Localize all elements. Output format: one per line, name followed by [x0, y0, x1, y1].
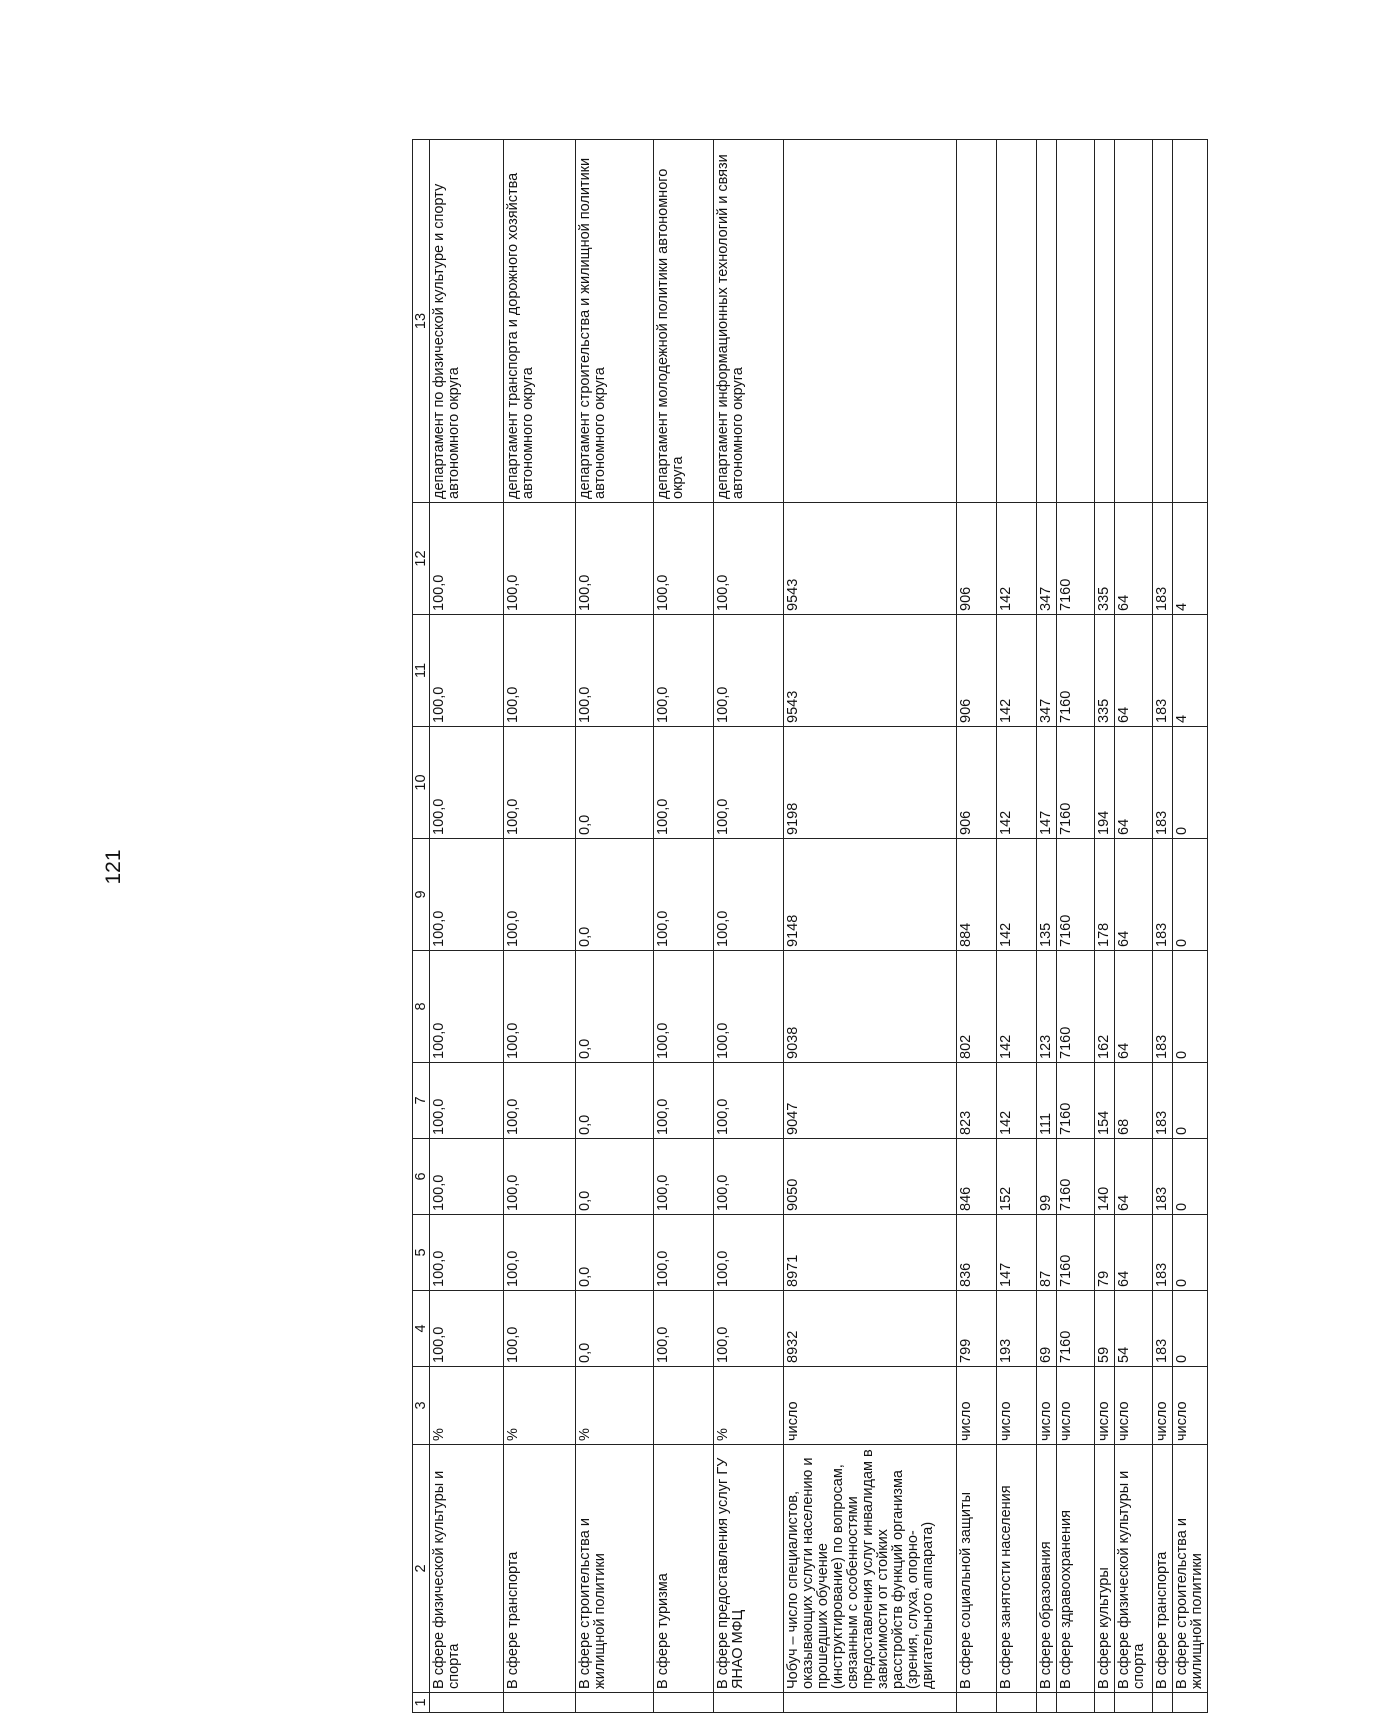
value-cell: 100,0 [714, 1215, 784, 1291]
value-cell: 100,0 [714, 1139, 784, 1215]
table-row [654, 140, 714, 1713]
page-number: 121 [102, 849, 125, 885]
indicator-table [412, 139, 1208, 1713]
value-cell: 0,0 [576, 1063, 654, 1139]
value-cell: 183 [1153, 1063, 1173, 1139]
value-cell: 64 [1115, 727, 1153, 839]
value-cell: 100,0 [430, 503, 504, 615]
unit-cell: число [1153, 1367, 1173, 1445]
indicator-name-cell: В сфере строительства и жилищной политики [1173, 1445, 1208, 1693]
value-cell: 64 [1115, 951, 1153, 1063]
indicator-name-cell: В сфере здравоохранения [1057, 1445, 1095, 1693]
value-cell: 906 [957, 615, 997, 727]
column-header: 10 [413, 727, 430, 839]
value-cell: 64 [1115, 1215, 1153, 1291]
row-index-cell [1115, 1693, 1153, 1713]
responsible-cell: департамент транспорта и дорожного хозяйства автономного округа [504, 140, 576, 503]
value-cell: 7160 [1057, 1291, 1095, 1367]
row-index-cell [957, 1693, 997, 1713]
value-cell: 100,0 [576, 615, 654, 727]
value-cell: 0,0 [576, 727, 654, 839]
value-cell: 100,0 [654, 1063, 714, 1139]
indicator-name-cell: В сфере транспорта [1153, 1445, 1173, 1693]
table-row [1153, 140, 1173, 1713]
value-cell: 100,0 [654, 839, 714, 951]
value-cell: 135 [1037, 839, 1057, 951]
value-cell: 100,0 [504, 1139, 576, 1215]
value-cell: 0 [1173, 727, 1208, 839]
row-index-cell [1153, 1693, 1173, 1713]
value-cell: 183 [1153, 1291, 1173, 1367]
value-cell: 100,0 [654, 1139, 714, 1215]
indicator-name-cell: В сфере физической культуры и спорта [1115, 1445, 1153, 1693]
value-cell: 0,0 [576, 1291, 654, 1367]
responsible-cell [1173, 140, 1208, 503]
value-cell: 111 [1037, 1063, 1057, 1139]
unit-cell: число [957, 1367, 997, 1445]
indicator-name-cell: В сфере туризма [654, 1445, 714, 1693]
value-cell: 183 [1153, 615, 1173, 727]
responsible-cell [784, 140, 957, 503]
value-cell: 7160 [1057, 1063, 1095, 1139]
value-cell: 4 [1173, 503, 1208, 615]
value-cell: 7160 [1057, 503, 1095, 615]
value-cell: 100,0 [654, 503, 714, 615]
value-cell: 79 [1095, 1215, 1115, 1291]
value-cell: 54 [1115, 1291, 1153, 1367]
value-cell: 64 [1115, 839, 1153, 951]
value-cell: 0 [1173, 1139, 1208, 1215]
responsible-cell [1037, 140, 1057, 503]
value-cell: 0 [1173, 1291, 1208, 1367]
value-cell: 100,0 [430, 727, 504, 839]
row-index-cell [654, 1693, 714, 1713]
column-header: 13 [413, 140, 430, 503]
value-cell: 100,0 [504, 727, 576, 839]
value-cell: 123 [1037, 951, 1057, 1063]
rotated-table-container [412, 140, 1387, 1713]
value-cell: 7160 [1057, 951, 1095, 1063]
value-cell: 836 [957, 1215, 997, 1291]
value-cell: 335 [1095, 503, 1115, 615]
unit-cell: число [1173, 1367, 1208, 1445]
value-cell: 100,0 [504, 951, 576, 1063]
value-cell: 193 [997, 1291, 1037, 1367]
value-cell: 9038 [784, 951, 957, 1063]
value-cell: 0 [1173, 839, 1208, 951]
column-header: 12 [413, 503, 430, 615]
value-cell: 9198 [784, 727, 957, 839]
value-cell: 7160 [1057, 1215, 1095, 1291]
value-cell: 142 [997, 1063, 1037, 1139]
value-cell: 100,0 [504, 615, 576, 727]
table-row [576, 140, 654, 1713]
value-cell: 335 [1095, 615, 1115, 727]
value-cell: 100,0 [714, 503, 784, 615]
value-cell: 100,0 [430, 1139, 504, 1215]
value-cell: 142 [997, 839, 1037, 951]
value-cell: 347 [1037, 615, 1057, 727]
responsible-cell [1057, 140, 1095, 503]
value-cell: 183 [1153, 503, 1173, 615]
value-cell: 0,0 [576, 839, 654, 951]
value-cell: 0,0 [576, 1215, 654, 1291]
unit-cell: % [430, 1367, 504, 1445]
unit-cell: число [997, 1367, 1037, 1445]
responsible-cell [1095, 140, 1115, 503]
value-cell: 0 [1173, 1063, 1208, 1139]
table-body [413, 140, 1208, 1713]
value-cell: 0,0 [576, 951, 654, 1063]
row-index-cell [784, 1693, 957, 1713]
value-cell: 142 [997, 727, 1037, 839]
column-header: 9 [413, 839, 430, 951]
column-header: 11 [413, 615, 430, 727]
value-cell: 799 [957, 1291, 997, 1367]
value-cell: 347 [1037, 503, 1057, 615]
value-cell: 0 [1173, 1215, 1208, 1291]
value-cell: 100,0 [654, 727, 714, 839]
value-cell: 846 [957, 1139, 997, 1215]
value-cell: 9148 [784, 839, 957, 951]
column-header: 3 [413, 1367, 430, 1445]
value-cell: 100,0 [714, 951, 784, 1063]
value-cell: 142 [997, 615, 1037, 727]
value-cell: 884 [957, 839, 997, 951]
unit-cell: число [1037, 1367, 1057, 1445]
value-cell: 183 [1153, 1215, 1173, 1291]
value-cell: 906 [957, 503, 997, 615]
value-cell: 147 [997, 1215, 1037, 1291]
value-cell: 69 [1037, 1291, 1057, 1367]
value-cell: 140 [1095, 1139, 1115, 1215]
table-row [1173, 140, 1208, 1713]
value-cell: 9047 [784, 1063, 957, 1139]
value-cell: 100,0 [714, 615, 784, 727]
value-cell: 100,0 [430, 615, 504, 727]
value-cell: 162 [1095, 951, 1115, 1063]
unit-cell: число [784, 1367, 957, 1445]
value-cell: 9543 [784, 503, 957, 615]
value-cell: 183 [1153, 727, 1173, 839]
value-cell: 59 [1095, 1291, 1115, 1367]
table-row [1057, 140, 1095, 1713]
value-cell: 8971 [784, 1215, 957, 1291]
value-cell: 64 [1115, 503, 1153, 615]
unit-cell: % [714, 1367, 784, 1445]
unit-cell: число [1095, 1367, 1115, 1445]
responsible-cell: департамент молодежной политики автономного округа [654, 140, 714, 503]
table-row [1095, 140, 1115, 1713]
indicator-name-cell: В сфере транспорта [504, 1445, 576, 1693]
table-row [1115, 140, 1153, 1713]
row-index-cell [430, 1693, 504, 1713]
column-header: 8 [413, 951, 430, 1063]
value-cell: 100,0 [504, 1063, 576, 1139]
value-cell: 100,0 [430, 1215, 504, 1291]
value-cell: 0 [1173, 951, 1208, 1063]
table-row [1037, 140, 1057, 1713]
value-cell: 194 [1095, 727, 1115, 839]
column-header: 4 [413, 1291, 430, 1367]
value-cell: 64 [1115, 1139, 1153, 1215]
unit-cell: число [1057, 1367, 1095, 1445]
responsible-cell: департамент информационных технологий и связи автономного округа [714, 140, 784, 503]
unit-cell [654, 1367, 714, 1445]
row-index-cell [997, 1693, 1037, 1713]
value-cell: 9050 [784, 1139, 957, 1215]
row-index-cell [576, 1693, 654, 1713]
value-cell: 100,0 [654, 1215, 714, 1291]
indicator-name-cell: В сфере предоставления услуг ГУ ЯНАО МФЦ [714, 1445, 784, 1693]
value-cell: 100,0 [714, 839, 784, 951]
value-cell: 0,0 [576, 1139, 654, 1215]
value-cell: 178 [1095, 839, 1115, 951]
unit-cell: число [1115, 1367, 1153, 1445]
indicator-name-cell: В сфере физической культуры и спорта [430, 1445, 504, 1693]
column-header: 5 [413, 1215, 430, 1291]
value-cell: 100,0 [714, 727, 784, 839]
value-cell: 906 [957, 727, 997, 839]
indicator-name-cell: В сфере строительства и жилищной политики [576, 1445, 654, 1693]
value-cell: 802 [957, 951, 997, 1063]
value-cell: 100,0 [504, 1215, 576, 1291]
column-header: 1 [413, 1693, 430, 1713]
row-index-cell [1037, 1693, 1057, 1713]
indicator-name-cell: В сфере социальной защиты [957, 1445, 997, 1693]
value-cell: 142 [997, 951, 1037, 1063]
table-row [997, 140, 1037, 1713]
indicator-name-cell: В сфере культуры [1095, 1445, 1115, 1693]
value-cell: 100,0 [504, 1291, 576, 1367]
row-index-cell [504, 1693, 576, 1713]
value-cell: 154 [1095, 1063, 1115, 1139]
responsible-cell: департамент строительства и жилищной политики автономного округа [576, 140, 654, 503]
value-cell: 152 [997, 1139, 1037, 1215]
row-index-cell [1095, 1693, 1115, 1713]
value-cell: 100,0 [430, 1063, 504, 1139]
unit-cell: % [504, 1367, 576, 1445]
table-row [784, 140, 957, 1713]
value-cell: 147 [1037, 727, 1057, 839]
table-row [714, 140, 784, 1713]
value-cell: 7160 [1057, 615, 1095, 727]
value-cell: 100,0 [714, 1291, 784, 1367]
value-cell: 183 [1153, 951, 1173, 1063]
header-row [413, 140, 430, 1713]
table-row [430, 140, 504, 1713]
value-cell: 100,0 [504, 503, 576, 615]
value-cell: 7160 [1057, 727, 1095, 839]
responsible-cell: департамент по физической культуре и спорту автономного округа [430, 140, 504, 503]
table-row [504, 140, 576, 1713]
value-cell: 823 [957, 1063, 997, 1139]
value-cell: 100,0 [430, 839, 504, 951]
value-cell: 8932 [784, 1291, 957, 1367]
value-cell: 100,0 [430, 951, 504, 1063]
value-cell: 183 [1153, 1139, 1173, 1215]
value-cell: 100,0 [430, 1291, 504, 1367]
responsible-cell [957, 140, 997, 503]
column-header: 6 [413, 1139, 430, 1215]
column-header: 7 [413, 1063, 430, 1139]
indicator-name-cell: В сфере занятости населения [997, 1445, 1037, 1693]
value-cell: 4 [1173, 615, 1208, 727]
indicator-name-cell: Чобуч – число специалистов, оказывающих услуги населению и прошедших обучение (инструктирование) по вопросам, связанным с особенностями предоставления услуг инвалидам в зависимости от стойких расстройств функций организма (зрения, слуха, опорно-двигательного аппарата) [784, 1445, 957, 1693]
value-cell: 100,0 [504, 839, 576, 951]
row-index-cell [714, 1693, 784, 1713]
column-header: 2 [413, 1445, 430, 1693]
value-cell: 87 [1037, 1215, 1057, 1291]
value-cell: 142 [997, 503, 1037, 615]
row-index-cell [1173, 1693, 1208, 1713]
value-cell: 100,0 [714, 1063, 784, 1139]
row-index-cell [1057, 1693, 1095, 1713]
unit-cell: % [576, 1367, 654, 1445]
responsible-cell [997, 140, 1037, 503]
value-cell: 100,0 [576, 503, 654, 615]
value-cell: 99 [1037, 1139, 1057, 1215]
value-cell: 7160 [1057, 839, 1095, 951]
value-cell: 100,0 [654, 615, 714, 727]
value-cell: 64 [1115, 615, 1153, 727]
value-cell: 100,0 [654, 1291, 714, 1367]
responsible-cell [1153, 140, 1173, 503]
value-cell: 100,0 [654, 951, 714, 1063]
value-cell: 9543 [784, 615, 957, 727]
value-cell: 7160 [1057, 1139, 1095, 1215]
table-row [957, 140, 997, 1713]
value-cell: 183 [1153, 839, 1173, 951]
responsible-cell [1115, 140, 1153, 503]
value-cell: 68 [1115, 1063, 1153, 1139]
indicator-name-cell: В сфере образования [1037, 1445, 1057, 1693]
